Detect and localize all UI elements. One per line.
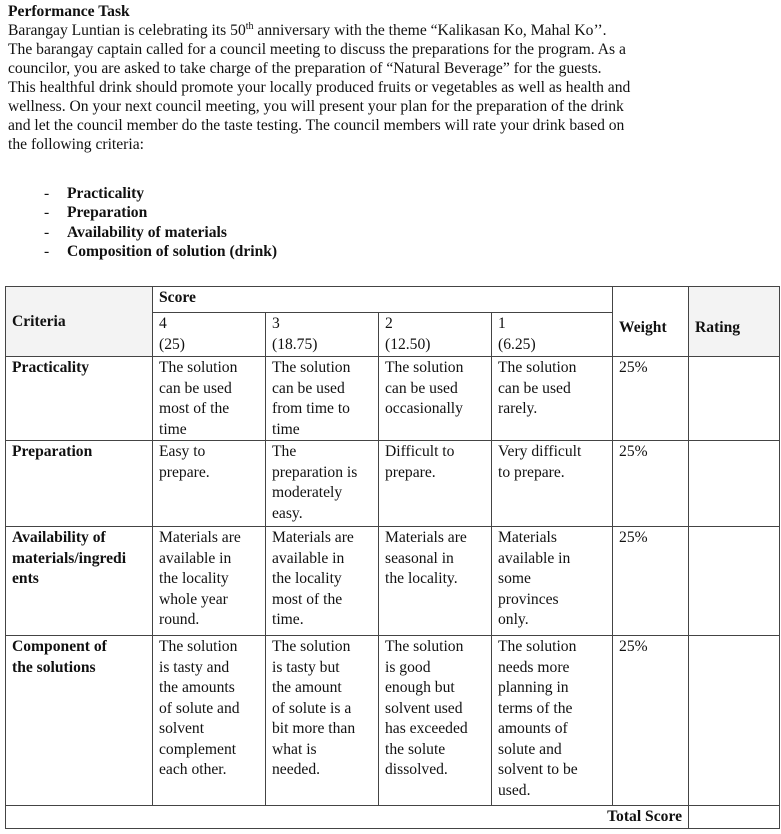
task-paragraph: [8, 21, 778, 154]
total-score-label: Total Score: [6, 806, 689, 829]
item-label: Practicality: [67, 185, 145, 202]
item-label: Preparation: [67, 204, 148, 222]
rating-cell[interactable]: [689, 357, 780, 441]
descriptor-cell: The solution can be used most of the time: [153, 357, 266, 441]
rating-cell[interactable]: [689, 527, 780, 636]
descriptor-cell: Materials are available in the locality whole year round.: [153, 527, 266, 636]
score-level: 3 (18.75): [266, 313, 379, 357]
criterion-cell: Preparation: [6, 441, 153, 527]
criterion-cell: Availability of materials/ingredi ents: [6, 527, 153, 636]
table-row: [6, 527, 780, 636]
criterion-cell: Practicality: [6, 357, 153, 441]
score-level: 1 (6.25): [492, 313, 613, 357]
criteria-list-item: - Practicality: [44, 185, 145, 202]
task-description: [8, 2, 778, 154]
descriptor-cell: Very difficult to prepare.: [492, 441, 613, 527]
rating-cell[interactable]: [689, 441, 780, 527]
criteria-list: [44, 184, 277, 261]
descriptor-cell: The solution is tasty and the amounts of solute and solvent complement each other.: [153, 636, 266, 806]
score-level: 2 (12.50): [379, 313, 492, 357]
table-row: [6, 441, 780, 527]
criteria-header: Criteria: [6, 287, 153, 357]
descriptor-cell: Materials are seasonal in the locality.: [379, 527, 492, 636]
rating-header: Rating: [689, 287, 780, 357]
weight-header: Weight: [613, 287, 689, 357]
weight-cell: 25%: [613, 636, 689, 806]
item-label: Composition of solution (drink): [67, 242, 278, 260]
descriptor-cell: The solution can be used occasionally: [379, 357, 492, 441]
criteria-list-item: - Availability of materials: [44, 223, 227, 241]
descriptor-cell: The preparation is moderately easy.: [266, 441, 379, 527]
criteria-list-item: - Composition of solution (drink): [44, 242, 278, 260]
descriptor-cell: The solution is tasty but the amount of solute is a bit more than what is needed.: [266, 636, 379, 806]
criteria-list-item: - Preparation: [44, 204, 148, 222]
descriptor-cell: The solution can be used rarely.: [492, 357, 613, 441]
total-row: [6, 806, 780, 829]
total-score-cell[interactable]: [689, 806, 780, 829]
descriptor-cell: The solution is good enough but solvent used has exceeded the solute dissolved.: [379, 636, 492, 806]
criterion-cell: Component of the solutions: [6, 636, 153, 806]
weight-cell: 25%: [613, 357, 689, 441]
table-row: [6, 636, 780, 806]
rubric-table: [5, 286, 780, 829]
table-row: [6, 357, 780, 441]
weight-cell: 25%: [613, 441, 689, 527]
para-superscript: th: [245, 20, 254, 32]
score-level: 4 (25): [153, 313, 266, 357]
item-label: Availability of materials: [67, 223, 227, 241]
task-title: Performance Task: [8, 3, 130, 20]
descriptor-cell: Difficult to prepare.: [379, 441, 492, 527]
para-text: Barangay Luntian is celebrating its 50: [8, 22, 246, 39]
descriptor-cell: Easy to prepare.: [153, 441, 266, 527]
descriptor-cell: The solution can be used from time to time: [266, 357, 379, 441]
score-header: Score: [153, 287, 613, 313]
descriptor-cell: Materials available in some provinces only.: [492, 527, 613, 636]
descriptor-cell: Materials are available in the locality most of the time.: [266, 527, 379, 636]
weight-cell: 25%: [613, 527, 689, 636]
rating-cell[interactable]: [689, 636, 780, 806]
descriptor-cell: The solution needs more planning in terms of the amounts of solute and solvent to be used.: [492, 636, 613, 806]
para-text: anniversary with the theme “Kalikasan Ko, Mahal Ko’’. The barangay captain called for a council meeting to discuss the preparations for the program. As a councilor, you are asked to take charge of the preparation of “Natural Beverage” for the guests. This healthful drink should promote your locally produced fruits or vegetables as well as health and wellness. On your next council meeting, you will present your plan for the preparation of the drink and let the council member do the taste testing. The council members will rate your drink based on the following criteria:: [8, 22, 631, 153]
